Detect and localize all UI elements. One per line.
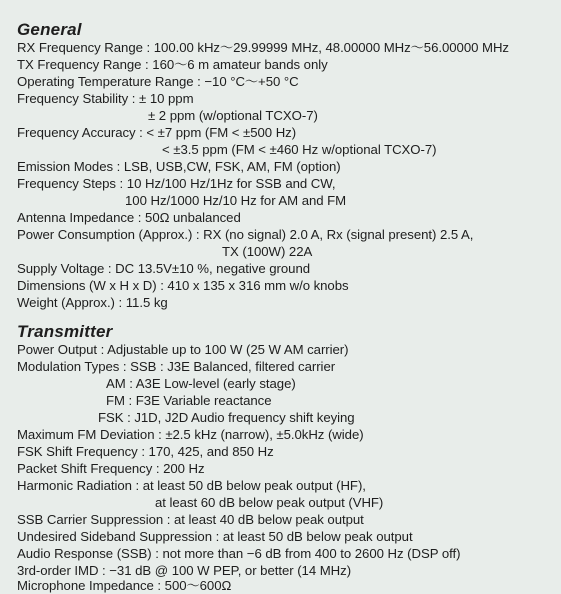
spec-frequency-steps: Frequency Steps : 10 Hz/100 Hz/1Hz for SSB and CW,: [17, 176, 336, 191]
spec-frequency-accuracy-cont: < ±3.5 ppm (FM < ±460 Hz w/optional TCXO-7): [162, 142, 437, 157]
spec-antenna-impedance: Antenna Impedance : 50Ω unbalanced: [17, 210, 241, 225]
spec-undesired-sideband: Undesired Sideband Suppression : at least 50 dB below peak output: [17, 529, 413, 544]
spec-power-consumption: Power Consumption (Approx.) : RX (no signal) 2.0 A, Rx (signal present) 2.5 A,: [17, 227, 474, 242]
spec-emission-modes: Emission Modes : LSB, USB,CW, FSK, AM, FM (option): [17, 159, 341, 174]
spec-frequency-steps-cont: 100 Hz/1000 Hz/10 Hz for AM and FM: [125, 193, 347, 208]
spec-modulation-types: Modulation Types : SSB : J3E Balanced, filtered carrier: [17, 359, 336, 374]
spec-audio-response: Audio Response (SSB) : not more than −6 dB from 400 to 2600 Hz (DSP off): [17, 546, 461, 561]
section-heading-general: General: [17, 20, 82, 39]
spec-power-consumption-cont: TX (100W) 22A: [222, 244, 313, 259]
spec-modulation-am: AM : A3E Low-level (early stage): [106, 376, 296, 391]
spec-harmonic-radiation-cont: at least 60 dB below peak output (VHF): [155, 495, 384, 510]
spec-frequency-stability-cont: ± 2 ppm (w/optional TCXO-7): [148, 108, 318, 123]
spec-supply-voltage: Supply Voltage : DC 13.5V±10 %, negative ground: [17, 261, 311, 276]
spec-weight: Weight (Approx.) : 11.5 kg: [17, 295, 168, 310]
spec-frequency-stability: Frequency Stability : ± 10 ppm: [17, 91, 194, 106]
spec-dimensions: Dimensions (W x H x D) : 410 x 135 x 316 mm w/o knobs: [17, 278, 349, 293]
spec-frequency-accuracy: Frequency Accuracy : < ±7 ppm (FM < ±500 Hz): [17, 125, 297, 140]
section-heading-transmitter: Transmitter: [17, 322, 113, 341]
spec-packet-shift-frequency: Packet Shift Frequency : 200 Hz: [17, 461, 205, 476]
spec-fsk-shift-frequency: FSK Shift Frequency : 170, 425, and 850 Hz: [17, 444, 274, 459]
spec-microphone-impedance: Microphone Impedance : 500〜600Ω: [17, 578, 232, 593]
spec-operating-temperature: Operating Temperature Range : −10 °C〜+50 °C: [17, 74, 299, 89]
spec-rx-frequency-range: RX Frequency Range : 100.00 kHz〜29.99999 MHz, 48.00000 MHz〜56.00000 MHz: [17, 40, 509, 55]
spec-modulation-fsk: FSK : J1D, J2D Audio frequency shift keying: [98, 410, 355, 425]
spec-ssb-carrier-suppression: SSB Carrier Suppression : at least 40 dB below peak output: [17, 512, 364, 527]
spec-tx-frequency-range: TX Frequency Range : 160〜6 m amateur bands only: [17, 57, 328, 72]
spec-harmonic-radiation: Harmonic Radiation : at least 50 dB below peak output (HF),: [17, 478, 366, 493]
spec-power-output: Power Output : Adjustable up to 100 W (25 W AM carrier): [17, 342, 349, 357]
spec-3rd-order-imd: 3rd-order IMD : −31 dB @ 100 W PEP, or better (14 MHz): [17, 563, 352, 578]
spec-max-fm-deviation: Maximum FM Deviation : ±2.5 kHz (narrow), ±5.0kHz (wide): [17, 427, 364, 442]
spec-modulation-fm: FM : F3E Variable reactance: [106, 393, 272, 408]
